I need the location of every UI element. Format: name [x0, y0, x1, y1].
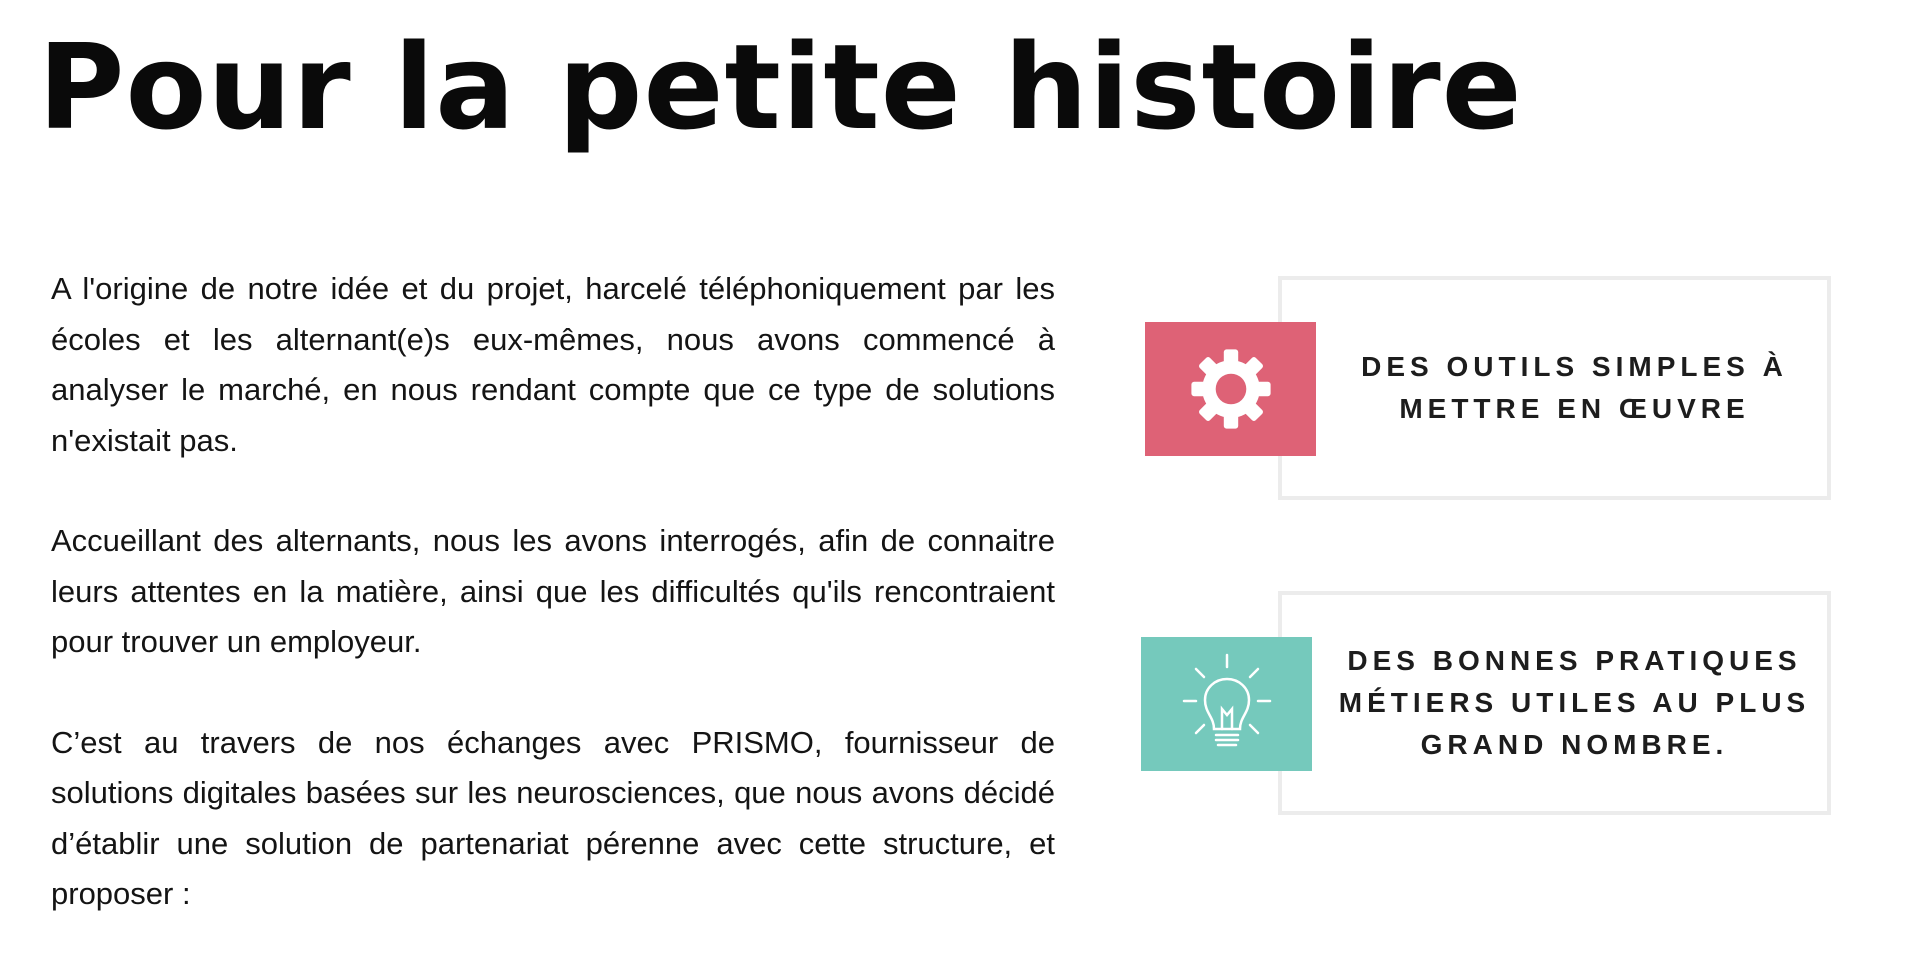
feature-label-tools: DES OUTILS SIMPLES À METTRE EN ŒUVRE [1361, 351, 1788, 424]
lightbulb-icon [1172, 649, 1282, 759]
feature-card-practices [1278, 591, 1831, 815]
feature-card-tools [1278, 276, 1831, 500]
feature-icon-tile-practices [1141, 637, 1312, 771]
feature-label-practices: DES BONNES PRATIQUES MÉTIERS UTILES AU PLUS GRAND NOMBRE. [1338, 645, 1811, 760]
page-title: Pour la petite histoire [38, 18, 1523, 156]
paragraph-prismo: C’est au travers de nos échanges avec PRISMO, fournisseur de solutions digitales basées sur les neurosciences, que nous avons décidé d’établir une solution de partenariat pérenne avec cette structure, et proposer : [51, 724, 1055, 911]
gear-icon [1186, 344, 1276, 434]
story-text [51, 264, 1055, 962]
paragraph-alternants: Accueillant des alternants, nous les avons interrogés, afin de connaitre leurs attentes en la matière, ainsi que les difficultés qu'ils rencontraient pour trouver un employeur. [51, 523, 1055, 659]
paragraph-origin: A l'origine de notre idée et du projet, harcelé téléphoniquement par les écoles et les alternant(e)s eux-mêmes, nous avons commencé à analyser le marché, en nous rendant compte que ce type de solutions n'existait pas. [51, 271, 1055, 458]
feature-icon-tile-tools [1145, 322, 1316, 456]
